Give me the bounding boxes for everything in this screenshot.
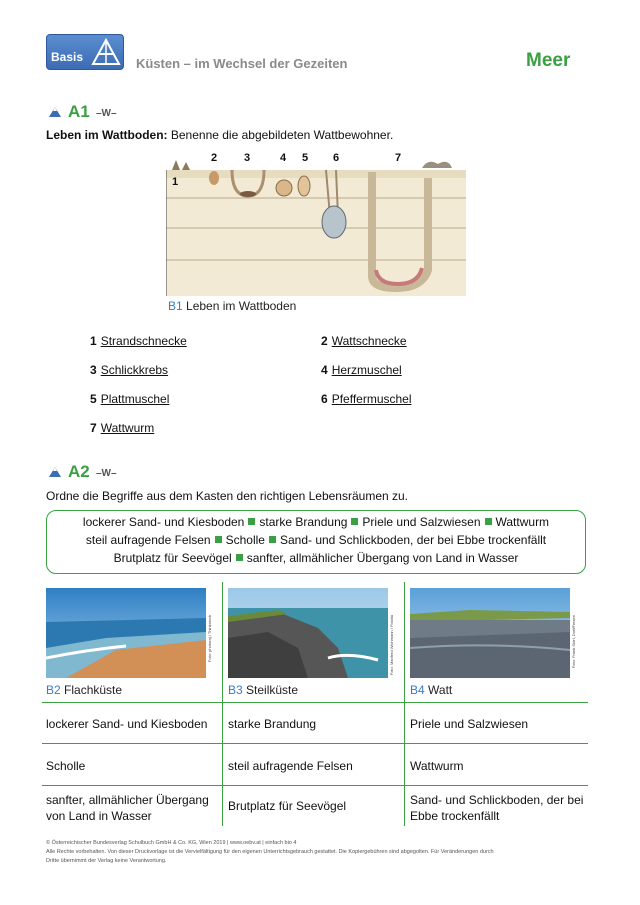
photo-watt	[410, 588, 570, 678]
wattboden-illustration	[166, 150, 466, 296]
photo-flachkueste	[46, 588, 206, 678]
term-line: lockerer Sand- und Kiesboden starke Brandung Priele und Salzwiesen Wattwurm	[82, 515, 550, 529]
answer-item: 7 Wattwurm	[90, 421, 155, 435]
triangle-logo-icon	[91, 38, 121, 66]
table-cell: Sand- und Schlickboden, der bei Ebbe trockenfällt	[410, 793, 584, 823]
answer-item: 4 Herzmuschel	[321, 363, 402, 377]
task-a1-label: A1	[68, 102, 90, 121]
table-cell: Scholle	[46, 759, 86, 773]
photo-caption-b4: B4 Watt	[410, 683, 453, 697]
page-title: Küsten – im Wechsel der Gezeiten	[136, 56, 348, 71]
table-cell: steil aufragende Felsen	[228, 759, 353, 773]
task-a2-instruction: Ordne die Begriffe aus dem Kasten den richtigen Lebensräumen zu.	[46, 489, 409, 503]
footer-copyright: © Österreichischer Bundesverlag Schulbuch GmbH & Co. KG, Wien 2019 | www.oebv.at | einfach bio 4	[46, 840, 297, 846]
photo-caption-b3: B3 Steilküste	[228, 683, 299, 697]
figure-number: 3	[244, 152, 251, 164]
figure-number: 5	[302, 152, 309, 164]
table-cell: sanfter, allmählicher Übergang von Land in Wasser	[46, 793, 209, 823]
subject-title: Meer	[526, 50, 571, 71]
answer-item: 2 Wattschnecke	[321, 334, 407, 348]
table-cell: Brutplatz für Seevögel	[228, 799, 347, 813]
table-divider	[404, 582, 405, 826]
figure-number: 7	[395, 152, 402, 164]
term-line: Brutplatz für Seevögel sanfter, allmählicher Übergang von Land in Wasser	[113, 551, 519, 565]
photo-credit: Foto: Manfred Wichmann / Fotolia	[389, 615, 394, 676]
mountain-icon	[48, 106, 62, 118]
badge-label: Basis	[51, 50, 84, 64]
footer-disclaimer: Dritte übernimmt der Verlag keine Verantwortung.	[46, 858, 167, 864]
photo-caption-b2: B2 Flachküste	[46, 683, 123, 697]
figure-number: 6	[333, 152, 340, 164]
figure-number: 4	[280, 152, 287, 164]
table-rule	[42, 785, 588, 786]
task-a1-instruction: Leben im Wattboden: Benenne die abgebildeten Wattbewohner.	[46, 128, 394, 142]
answer-item: 5 Plattmuschel	[90, 392, 170, 406]
answer-item: 1 Strandschnecke	[90, 334, 187, 348]
answer-item: 6 Pfeffermuschel	[321, 392, 412, 406]
mountain-icon	[48, 466, 62, 478]
task-a1-level: –W–	[96, 108, 117, 119]
photo-credit: Foto: photoraj / Thinkstock	[207, 615, 212, 663]
term-line: steil aufragende Felsen Scholle Sand- und Schlickboden, der bei Ebbe trockenfällt	[85, 533, 547, 547]
table-cell: Priele und Salzwiesen	[410, 717, 529, 731]
table-rule	[42, 702, 588, 703]
footer-rights: Alle Rechte vorbehalten. Von dieser Druckvorlage ist die Vervielfältigung für den eigenen Unterrichtsgebrauch gestattet. Die Kopiergebühren sind abgegolten. Für Veränderungen durch	[46, 849, 494, 855]
table-cell: lockerer Sand- und Kiesboden	[46, 717, 208, 731]
figure-number: 2	[211, 152, 218, 164]
answer-item: 3 Schlickkrebs	[90, 363, 169, 377]
table-divider	[222, 582, 223, 826]
table-cell: starke Brandung	[228, 717, 317, 731]
photo-credit: Foto: Frank Störl, Dorf/Fresen	[571, 615, 576, 669]
figure-caption-b1: B1 Leben im Wattboden	[168, 299, 297, 313]
task-a2-label: A2	[68, 462, 90, 481]
figure-number: 1	[172, 176, 179, 188]
table-cell: Wattwurm	[410, 759, 464, 773]
task-a2-level: –W–	[96, 468, 117, 479]
photo-steilkueste	[228, 588, 388, 678]
table-rule	[42, 743, 588, 744]
